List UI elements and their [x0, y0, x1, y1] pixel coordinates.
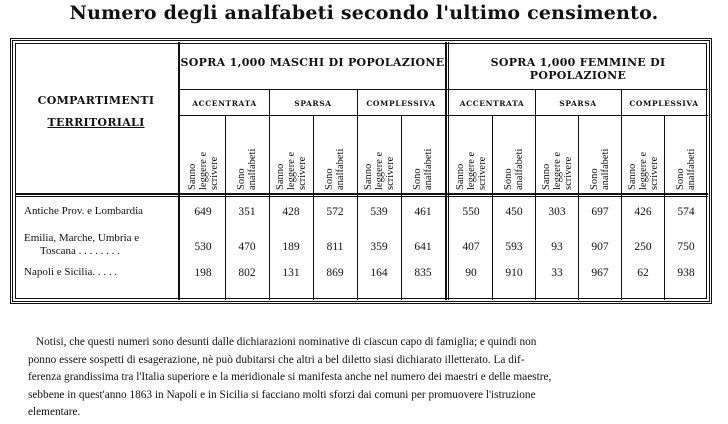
- column-header-analfabeti: [503, 120, 525, 190]
- table-cell: 697: [591, 206, 609, 218]
- table-cell: 470: [238, 241, 256, 253]
- table-cell: 428: [282, 206, 300, 218]
- column-header-word: Sono: [236, 168, 247, 190]
- table-cell: 530: [194, 241, 212, 253]
- column-header-word: leggere e: [285, 151, 297, 190]
- column-header-analfabeti: [236, 120, 258, 190]
- table-cell: 750: [677, 241, 695, 253]
- table-cell: 90: [465, 267, 477, 279]
- page-title: Numero degli analfabeti secondo l'ultimo censimento.: [69, 2, 659, 24]
- column-header-analfabeti: [675, 120, 697, 190]
- table-row-label: [24, 232, 176, 258]
- column-header-word: Sono: [503, 168, 514, 190]
- subgroup-f-accentrata: ACCENTRATA: [459, 99, 525, 108]
- subgroup-f-complessiva: COMPLESSIVA: [629, 99, 699, 108]
- table-cell: 359: [370, 241, 388, 253]
- column-header-sanno-leggere: [187, 120, 220, 190]
- table-cell: 407: [462, 241, 480, 253]
- column-header-word: Sanno: [186, 163, 198, 190]
- subgroup-m-sparsa: SPARSA: [294, 99, 332, 108]
- table-cell: 802: [238, 267, 256, 279]
- column-header-word: Sanno: [540, 163, 552, 190]
- column-header-word: analfabeti: [423, 148, 434, 190]
- column-header-word: leggere e: [551, 151, 563, 190]
- column-header-sanno-leggere: [541, 120, 574, 190]
- table-cell: 62: [637, 267, 649, 279]
- footnote: [28, 334, 708, 422]
- table-cell: 835: [414, 267, 432, 279]
- table-cell: 250: [634, 241, 652, 253]
- table-cell: 450: [505, 206, 523, 218]
- column-header-word: analfabeti: [600, 148, 611, 190]
- column-header-sanno-leggere: [363, 120, 396, 190]
- table-cell: 426: [634, 206, 652, 218]
- column-header-sanno-leggere: [275, 120, 308, 190]
- table-cell: 907: [591, 241, 609, 253]
- column-header-word: scrivere: [208, 156, 220, 190]
- grid-line-h: [15, 196, 708, 197]
- column-header-word: scrivere: [384, 156, 396, 190]
- table-cell: 164: [370, 267, 388, 279]
- column-header-word: analfabeti: [514, 148, 525, 190]
- table-row-label: [24, 205, 176, 218]
- footnote-line: sebbene in quest'anno 1863 in Napoli e in Sicilia si facciano molti sforzi dai comuni per promuovere l'istruzione: [28, 388, 536, 401]
- table-cell: 572: [326, 206, 344, 218]
- subgroup-m-accentrata: ACCENTRATA: [192, 99, 257, 108]
- table-row-label-line: Emilia, Marche, Umbria e: [24, 232, 140, 244]
- table-cell: 550: [462, 206, 480, 218]
- column-header-word: leggere e: [373, 151, 385, 190]
- column-header-word: Sanno: [274, 163, 286, 190]
- column-header-word: leggere e: [637, 151, 649, 190]
- column-header-word: analfabeti: [247, 148, 258, 190]
- table-cell: 93: [551, 241, 563, 253]
- footnote-line: elementare.: [28, 406, 81, 418]
- table-cell: 967: [591, 267, 609, 279]
- table-cell: 811: [326, 241, 344, 253]
- table-cell: 131: [282, 267, 300, 279]
- row-header-line-2: TERRITORIALI: [47, 116, 145, 129]
- table-cell: 539: [370, 206, 388, 218]
- table-cell: 641: [414, 241, 432, 253]
- grid-line-h: [180, 115, 708, 116]
- table-row-label: [24, 266, 176, 279]
- table-cell: 869: [326, 267, 344, 279]
- table-row-label-line: Napoli e Sicilia. . . . .: [24, 266, 118, 278]
- column-header-word: Sanno: [454, 163, 466, 190]
- column-header-word: scrivere: [562, 156, 574, 190]
- group-header-maschi: SOPRA 1,000 MASCHI DI POPOLAZIONE: [180, 56, 445, 69]
- group-header-femmine: SOPRA 1,000 FEMMINE DI POPOLAZIONE: [490, 56, 666, 82]
- column-header-word: scrivere: [296, 156, 308, 190]
- table-cell: 938: [677, 267, 695, 279]
- column-header-word: scrivere: [476, 156, 488, 190]
- table-row-label-line: Toscana . . . . . . . .: [40, 245, 120, 257]
- column-header-word: scrivere: [648, 156, 660, 190]
- table-row-label-line: Antiche Prov. e Lombardia: [24, 205, 144, 217]
- grid-line-h: [15, 193, 708, 195]
- column-header-word: leggere e: [465, 151, 477, 190]
- column-header-analfabeti: [412, 120, 434, 190]
- subgroup-f-sparsa: SPARSA: [559, 99, 597, 108]
- table-cell: 649: [194, 206, 212, 218]
- table-cell: 303: [548, 206, 566, 218]
- column-header-word: Sanno: [626, 163, 638, 190]
- table-cell: 593: [505, 241, 523, 253]
- column-header-word: analfabeti: [335, 148, 346, 190]
- row-header: [16, 90, 176, 134]
- column-header-analfabeti: [589, 120, 611, 190]
- column-header-word: Sono: [324, 168, 335, 190]
- column-header-word: analfabeti: [686, 148, 697, 190]
- table-cell: 910: [505, 267, 523, 279]
- table-cell: 351: [238, 206, 256, 218]
- column-header-word: Sono: [589, 168, 600, 190]
- table-cell: 574: [677, 206, 695, 218]
- table-cell: 461: [414, 206, 432, 218]
- grid-line-h: [180, 89, 708, 90]
- subgroup-m-complessiva: COMPLESSIVA: [366, 99, 436, 108]
- column-header-word: Sono: [412, 168, 423, 190]
- table-cell: 198: [194, 267, 212, 279]
- table-cell: 33: [551, 267, 563, 279]
- column-header-sanno-leggere: [455, 120, 488, 190]
- column-header-word: Sono: [675, 168, 686, 190]
- table-cell: 189: [282, 241, 300, 253]
- column-header-word: leggere e: [197, 151, 209, 190]
- column-header-sanno-leggere: [627, 120, 660, 190]
- grid-line-v: [178, 42, 180, 300]
- column-header-analfabeti: [324, 120, 346, 190]
- footnote-line: ponno essere sospetti di esagerazione, nè può dubitarsi che altri a bel diletto siasi dichiarato illetterato. La dif-: [28, 353, 525, 366]
- grid-line-v: [445, 42, 447, 300]
- row-header-line-1: COMPARTIMENTI: [37, 94, 155, 107]
- footnote-line: Notisi, che questi numeri sono desunti dalle dichiarazioni nominative di ciascun capo di famiglia; e quindi non: [36, 336, 537, 348]
- column-header-word: Sanno: [362, 163, 374, 190]
- footnote-line: ferenza grandissima tra l'Italia superiore e la meridionale si manifesta anche nel numero dei maestri e delle maestre,: [28, 371, 552, 383]
